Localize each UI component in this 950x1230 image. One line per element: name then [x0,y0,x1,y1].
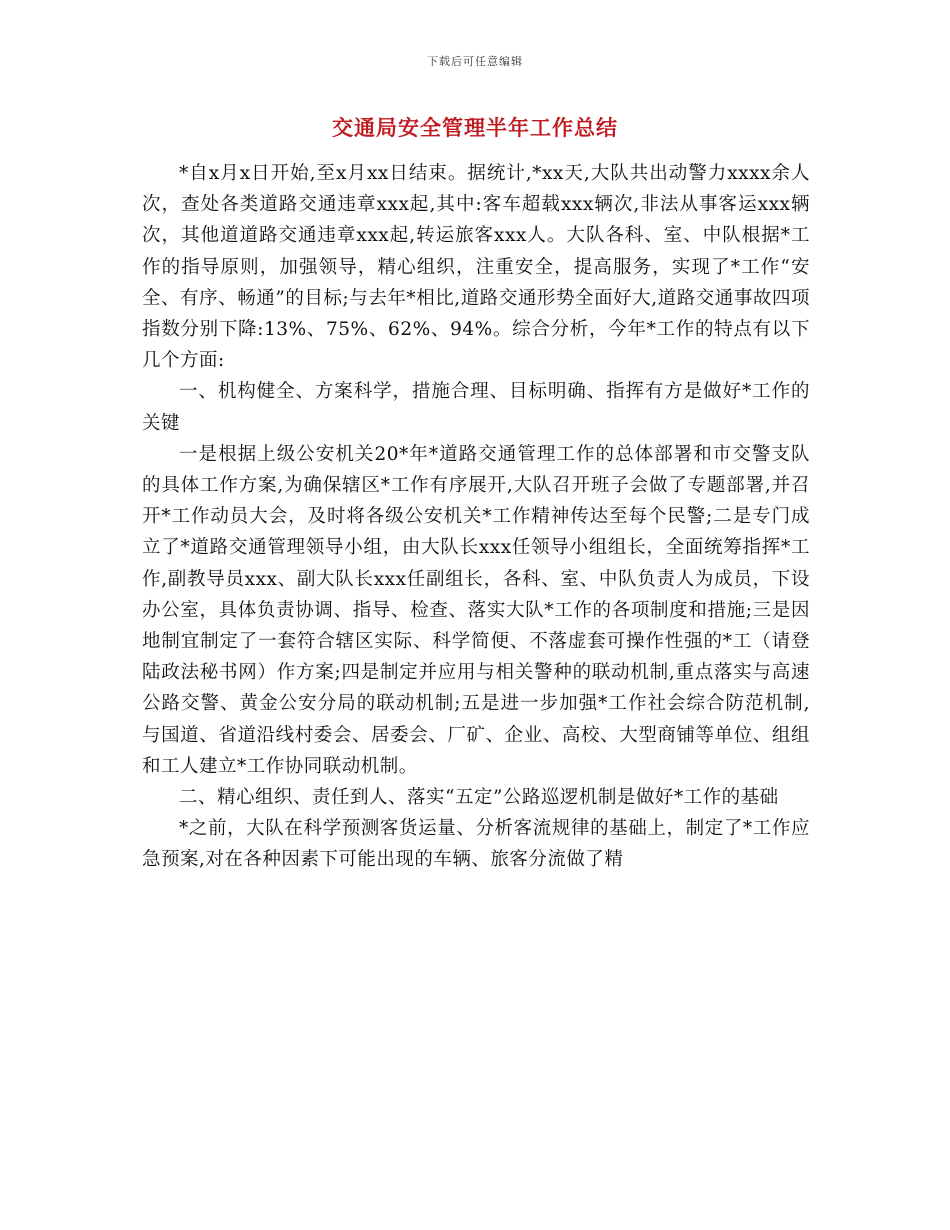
paragraph-intro: *自x月x日开始,至x月xx日结束。据统计,*xx天,大队共出动警力xxxx余人次，查处各类道路交通违章xxx起,其中:客车超载xxx辆次,非法从事客运xxx辆次，其他道道路交通违章xxx起,转运旅客xxx人。大队各科、室、中队根据*工作的指导原则，加强领导，精心组织，注重安全，提高服务，实现了*工作“安全、有序、畅通”的目标;与去年*相比,道路交通形势全面好大,道路交通事故四项指数分别下降:13%、75%、62%、94%。综合分析，今年*工作的特点有以下几个方面: [142,163,810,372]
document-body [142,158,810,876]
heading-section-1: 一、机构健全、方案科学，措施合理、目标明确、指挥有方是做好*工作的关键 [142,381,810,434]
header-note: 下载后可任意编辑 [427,55,523,68]
paragraph-section-1: 一是根据上级公安机关20*年*道路交通管理工作的总体部署和市交警支队的具体工作方案,为确保辖区*工作有序展开,大队召开班子会做了专题部署,并召开*工作动员大会，及时将各级公安机关*工作精神传达至每个民警;二是专门成立了*道路交通管理领导小组，由大队长xxx任领导小组组长，全面统筹指挥*工作,副教导员xxx、副大队长xxx任副组长，各科、室、中队负责人为成员，下设办公室，具体负责协调、指导、检查、落实大队*工作的各项制度和措施;三是因地制宜制定了一套符合辖区实际、科学简便、不落虚套可操作性强的*工（请登陆政法秘书网）作方案;四是制定并应用与相关警种的联动机制,重点落实与高速公路交警、黄金公安分局的联动机制;五是进一步加强*工作社会综合防范机制,与国道、省道沿线村委会、居委会、厂矿、企业、高校、大型商铺等单位、组组和工人建立*工作协同联动机制。 [142,443,810,777]
paragraph-section-2: *之前，大队在科学预测客货运量、分析客流规律的基础上，制定了*工作应急预案,对在各种因素下可能出现的车辆、旅客分流做了精 [142,818,810,871]
heading-section-2: 二、精心组织、责任到人、落实“五定”公路巡逻机制是做好*工作的基础 [179,787,779,809]
document-title: 交通局安全管理半年工作总结 [332,115,618,140]
